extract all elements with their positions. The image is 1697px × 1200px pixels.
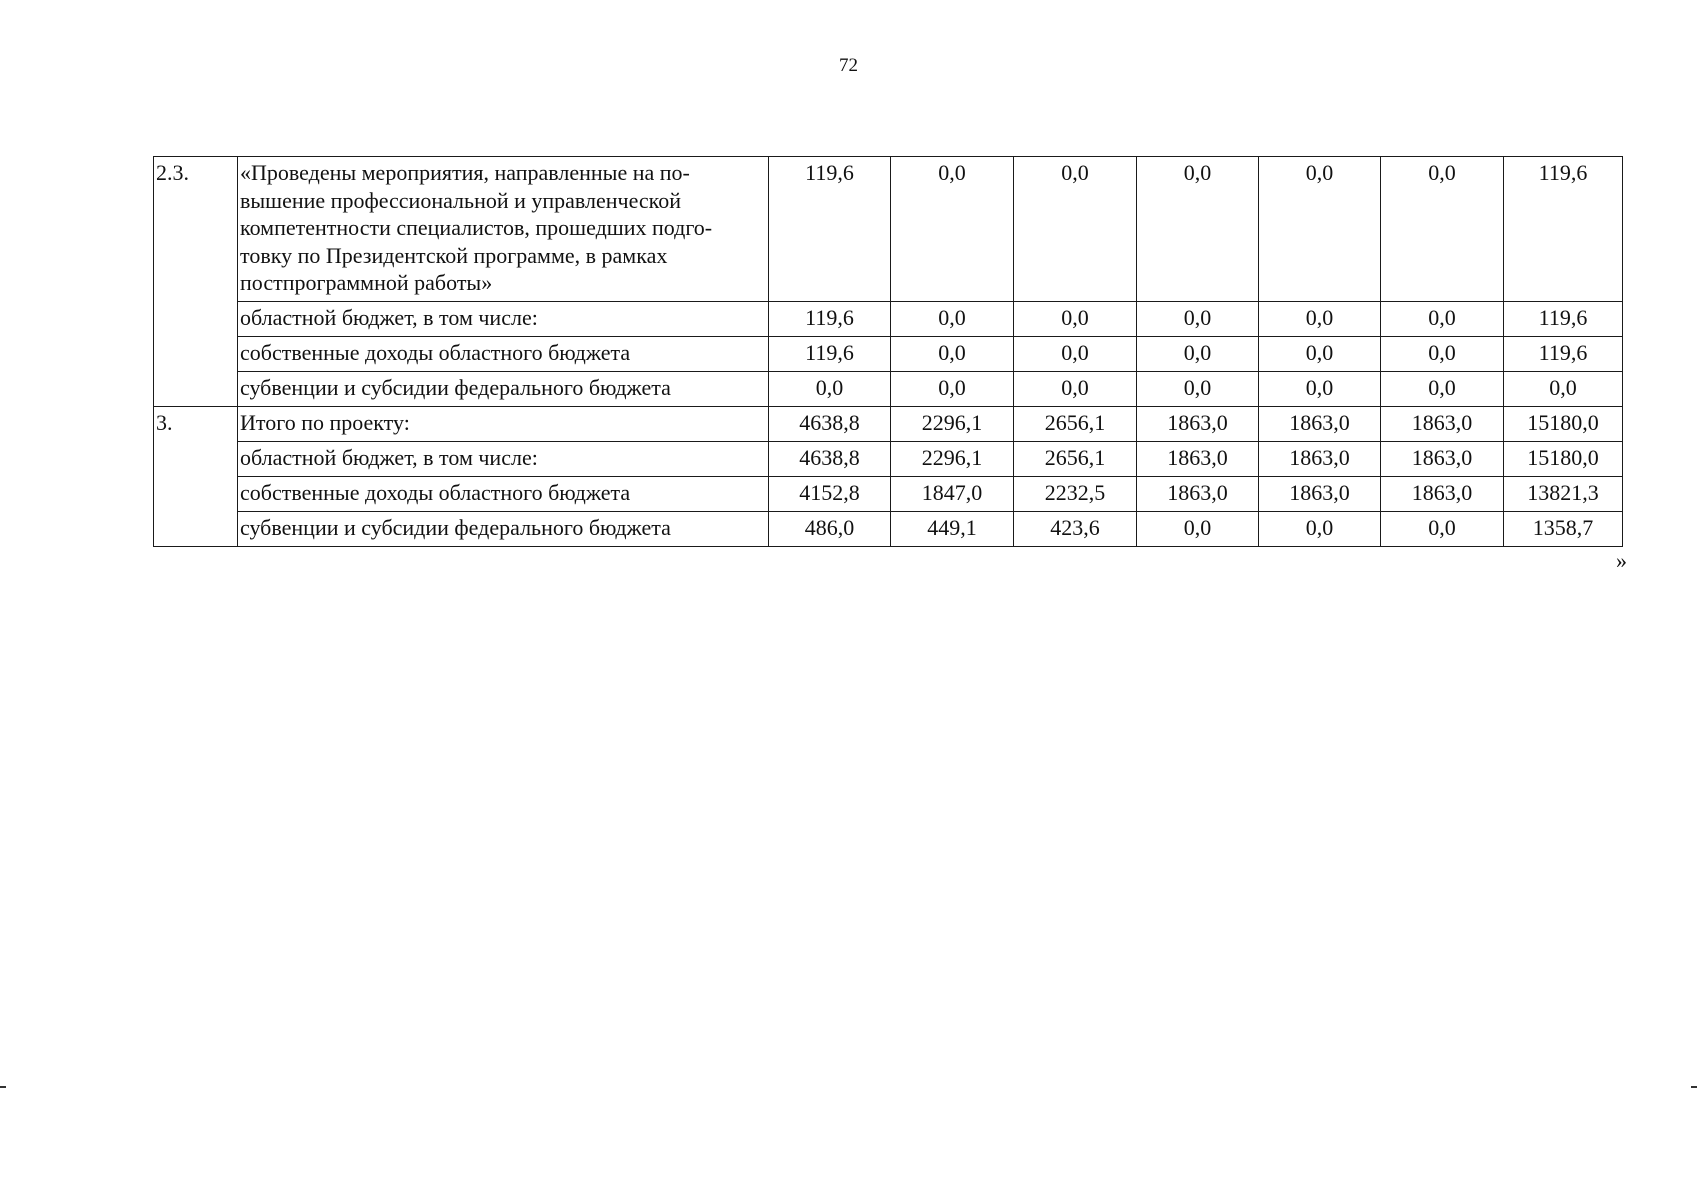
value-cell: 119,6 <box>1504 302 1623 337</box>
value-cell: 0,0 <box>1381 512 1504 547</box>
row-label-cell: субвенции и субсидии федерального бюджета <box>238 372 769 407</box>
value-cell: 0,0 <box>1137 512 1259 547</box>
value-cell: 1863,0 <box>1259 407 1381 442</box>
value-cell: 1863,0 <box>1381 477 1504 512</box>
value-cell: 0,0 <box>769 372 891 407</box>
value-cell: 1863,0 <box>1381 407 1504 442</box>
value-cell: 0,0 <box>891 302 1014 337</box>
value-cell: 423,6 <box>1014 512 1137 547</box>
table-row <box>154 442 1623 477</box>
table-row <box>154 157 1623 302</box>
value-cell: 486,0 <box>769 512 891 547</box>
value-cell: 0,0 <box>1014 337 1137 372</box>
closing-quote: » <box>1616 548 1627 573</box>
row-id-cell: 3. <box>154 407 238 547</box>
table-row <box>154 512 1623 547</box>
table-row <box>154 302 1623 337</box>
row-label-cell: собственные доходы областного бюджета <box>238 337 769 372</box>
value-cell: 0,0 <box>1259 337 1381 372</box>
value-cell: 0,0 <box>1259 157 1381 302</box>
value-cell: 1863,0 <box>1259 442 1381 477</box>
value-cell: 2656,1 <box>1014 442 1137 477</box>
edge-mark-right <box>1691 1086 1697 1088</box>
value-cell: 0,0 <box>1381 372 1504 407</box>
value-cell: 0,0 <box>1137 337 1259 372</box>
value-cell: 15180,0 <box>1504 442 1623 477</box>
value-cell: 2296,1 <box>891 407 1014 442</box>
edge-mark-left <box>0 1086 6 1088</box>
value-cell: 13821,3 <box>1504 477 1623 512</box>
value-cell: 2656,1 <box>1014 407 1137 442</box>
row-label-cell: областной бюджет, в том числе: <box>238 302 769 337</box>
row-label-cell: «Проведены мероприятия, направленные на по- вышение профессиональной и управленческой компетентности специалистов, прошедших подго- товку по Президентской программе, в рамках постпрограммной работы» <box>238 157 769 302</box>
value-cell: 15180,0 <box>1504 407 1623 442</box>
row-label-cell: собственные доходы областного бюджета <box>238 477 769 512</box>
value-cell: 2296,1 <box>891 442 1014 477</box>
row-label-cell: областной бюджет, в том числе: <box>238 442 769 477</box>
value-cell: 0,0 <box>1504 372 1623 407</box>
value-cell: 0,0 <box>1259 372 1381 407</box>
value-cell: 0,0 <box>1137 372 1259 407</box>
value-cell: 1863,0 <box>1259 477 1381 512</box>
value-cell: 0,0 <box>891 157 1014 302</box>
value-cell: 0,0 <box>1381 302 1504 337</box>
value-cell: 119,6 <box>769 157 891 302</box>
row-id-cell: 2.3. <box>154 157 238 407</box>
row-label-cell: субвенции и субсидии федерального бюджета <box>238 512 769 547</box>
value-cell: 1847,0 <box>891 477 1014 512</box>
value-cell: 119,6 <box>1504 157 1623 302</box>
value-cell: 0,0 <box>1014 372 1137 407</box>
value-cell: 0,0 <box>891 337 1014 372</box>
budget-table <box>153 156 1623 547</box>
value-cell: 4638,8 <box>769 442 891 477</box>
value-cell: 119,6 <box>1504 337 1623 372</box>
value-cell: 0,0 <box>1014 302 1137 337</box>
value-cell: 119,6 <box>769 337 891 372</box>
page-number: 72 <box>839 55 858 76</box>
table-row <box>154 477 1623 512</box>
value-cell: 0,0 <box>1014 157 1137 302</box>
value-cell: 0,0 <box>1259 512 1381 547</box>
value-cell: 449,1 <box>891 512 1014 547</box>
value-cell: 0,0 <box>891 372 1014 407</box>
value-cell: 0,0 <box>1381 157 1504 302</box>
value-cell: 4152,8 <box>769 477 891 512</box>
value-cell: 1863,0 <box>1137 442 1259 477</box>
table-row <box>154 372 1623 407</box>
table-row <box>154 337 1623 372</box>
value-cell: 0,0 <box>1137 157 1259 302</box>
row-label-cell: Итого по проекту: <box>238 407 769 442</box>
value-cell: 1863,0 <box>1137 477 1259 512</box>
value-cell: 1863,0 <box>1137 407 1259 442</box>
value-cell: 2232,5 <box>1014 477 1137 512</box>
value-cell: 0,0 <box>1259 302 1381 337</box>
value-cell: 0,0 <box>1381 337 1504 372</box>
value-cell: 1863,0 <box>1381 442 1504 477</box>
value-cell: 1358,7 <box>1504 512 1623 547</box>
value-cell: 4638,8 <box>769 407 891 442</box>
table-row <box>154 407 1623 442</box>
value-cell: 119,6 <box>769 302 891 337</box>
value-cell: 0,0 <box>1137 302 1259 337</box>
